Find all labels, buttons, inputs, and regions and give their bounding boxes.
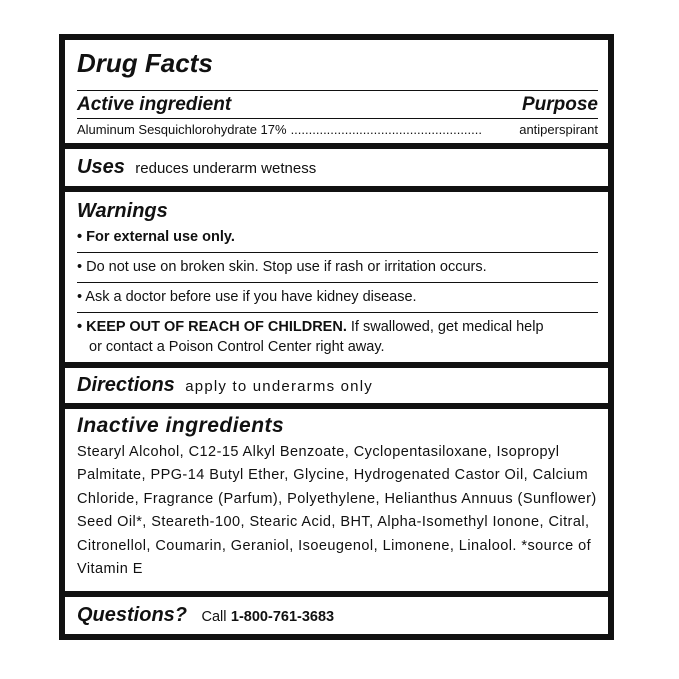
active-rule (77, 118, 598, 119)
directions-text: apply to underarms only (185, 378, 373, 395)
warning-rule (77, 252, 598, 253)
directions-row (77, 373, 598, 399)
warning-text: If swallowed, get medical help (346, 319, 544, 335)
questions-panel (65, 597, 608, 634)
questions-row (77, 603, 598, 629)
uses-text: reduces underarm wetness (135, 160, 317, 177)
inactive-line: Citronellol, Coumarin, Geraniol, Isoeugenol, Limonene, Linalool. *source of (77, 537, 592, 554)
active-header-row (77, 94, 598, 116)
inactive-panel (65, 409, 608, 591)
warning-item-continued: or contact a Poison Control Center right away. (89, 339, 385, 355)
inactive-line: Chloride, Fragrance (Parfum), Polyethylene, Helianthus Annuus (Sunflower) (77, 490, 597, 507)
title-rule (77, 90, 598, 91)
active-ingredient-heading: Active ingredient (77, 94, 232, 115)
drug-facts-title: Drug Facts (77, 48, 213, 78)
uses-panel (65, 149, 608, 186)
questions-heading: Questions? (77, 604, 188, 626)
active-ingredient-name: Aluminum Sesquichlorohydrate 17% (77, 122, 287, 137)
warning-item: • Do not use on broken skin. Stop use if rash or irritation occurs. (77, 259, 487, 275)
drug-facts-label (59, 34, 614, 640)
active-ingredient-purpose: antiperspirant (519, 122, 598, 137)
warnings-panel (65, 192, 608, 362)
inactive-list (77, 441, 598, 581)
phone-number: 1-800-761-3683 (230, 609, 335, 625)
directions-heading: Directions (77, 374, 175, 396)
inactive-line: Seed Oil*, Steareth-100, Stearic Acid, BHT, Alpha-Isomethyl Ionone, Citral, (77, 514, 590, 531)
active-ingredient-row (77, 122, 598, 137)
uses-row (77, 155, 598, 181)
warning-bold: • For external use only. (77, 229, 235, 245)
warnings-heading: Warnings (77, 200, 168, 222)
inactive-line: Stearyl Alcohol, C12-15 Alkyl Benzoate, Cyclopentasiloxane, Isopropyl (77, 444, 560, 460)
uses-heading: Uses (77, 156, 125, 178)
warning-item (77, 227, 598, 247)
inactive-line: Palmitate, PPG-14 Butyl Ether, Glycine, Hydrogenated Castor Oil, Calcium (77, 467, 589, 484)
leader-dots: ..................................................... (290, 122, 482, 137)
warning-rule (77, 282, 598, 283)
warning-item: • Ask a doctor before use if you have kidney disease. (77, 289, 417, 305)
warning-item (77, 317, 598, 337)
warning-rule (77, 312, 598, 313)
purpose-heading: Purpose (521, 94, 598, 115)
directions-panel (65, 368, 608, 403)
inactive-line: Vitamin E (77, 561, 143, 578)
call-text: Call (201, 609, 227, 625)
inactive-heading: Inactive ingredients (77, 414, 285, 437)
warning-bold: • KEEP OUT OF REACH OF CHILDREN. (77, 319, 347, 335)
drug-facts-panel (65, 40, 608, 143)
